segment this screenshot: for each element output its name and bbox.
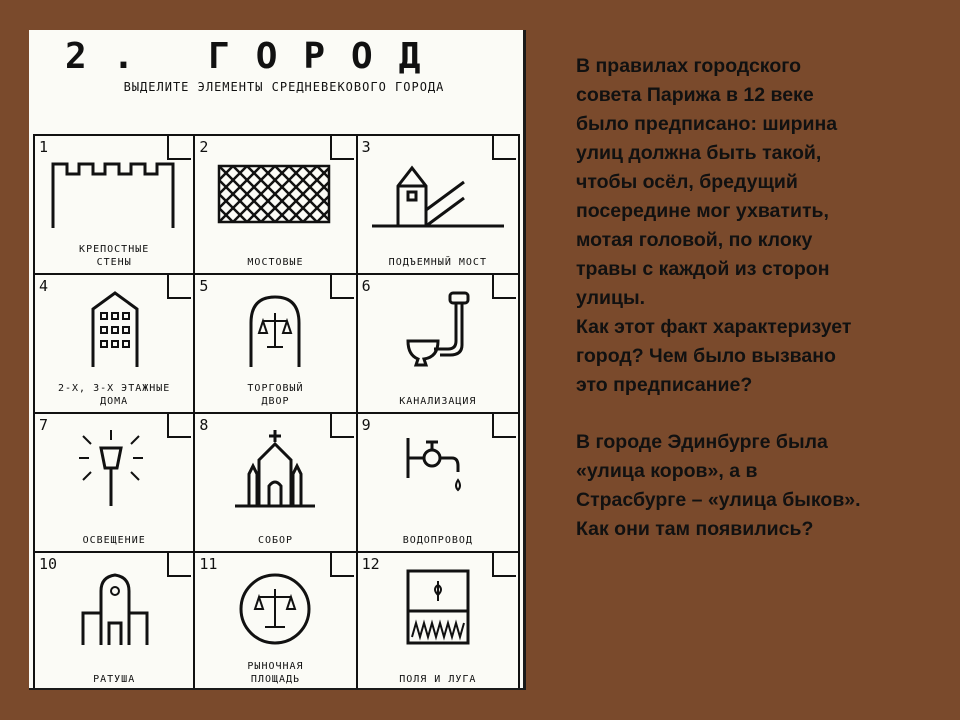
worksheet-subtitle: ВЫДЕЛИТЕ ЭЛЕМЕНТЫ СРЕДНЕВЕКОВОГО ГОРОДА	[123, 80, 445, 94]
cell-number: 12	[361, 555, 380, 573]
cell-number: 8	[199, 416, 209, 434]
cell-number: 11	[199, 555, 218, 573]
lantern-icon	[45, 428, 185, 508]
grid-cell	[195, 553, 357, 690]
paragraph-streets-question: В городе Эдинбурге была «улица коров», а в Страсбурге – «улица быков». Как они там появились?	[576, 431, 861, 540]
cell-label: СОБОР	[257, 535, 294, 546]
cell-number: 5	[199, 277, 209, 295]
cell-number: 4	[39, 277, 49, 295]
cathedral-icon	[205, 428, 345, 508]
town-hall-icon	[45, 567, 185, 647]
grid-cell	[33, 136, 195, 275]
wall-icon	[45, 150, 185, 230]
elements-grid	[33, 134, 520, 690]
cell-label: ВОДОПРОВОД	[402, 535, 473, 546]
grid-cell	[195, 136, 357, 275]
cell-label: ПОДЪЕМНЫЙ МОСТ	[388, 257, 487, 268]
cell-label: 2-Х, 3-Х ЭТАЖНЫЕ ДОМА	[58, 383, 171, 407]
cell-label: РАТУША	[93, 674, 136, 685]
grid-cell	[195, 275, 357, 414]
cell-number: 1	[39, 138, 49, 156]
grid-cell	[358, 136, 520, 275]
text-panel	[576, 52, 936, 544]
cell-number: 2	[199, 138, 209, 156]
pavement-icon	[205, 150, 345, 230]
cell-label: КАНАЛИЗАЦИЯ	[399, 396, 477, 407]
cell-number: 7	[39, 416, 49, 434]
cell-label: ПОЛЯ И ЛУГА	[399, 674, 477, 685]
grid-cell	[358, 553, 520, 690]
drawbridge-icon	[368, 150, 508, 230]
cell-number: 6	[361, 277, 371, 295]
cell-label: РЫНОЧНАЯ ПЛОЩАДЬ	[247, 661, 304, 685]
grid-cell	[358, 414, 520, 553]
worksheet-title: 2. ГОРОД	[65, 36, 447, 77]
cell-number: 10	[39, 555, 58, 573]
worksheet-image	[29, 30, 526, 690]
grid-cell	[33, 275, 195, 414]
fields-icon	[368, 567, 508, 647]
faucet-icon	[368, 428, 508, 508]
grid-cell	[33, 414, 195, 553]
cell-number: 9	[361, 416, 371, 434]
grid-cell	[195, 414, 357, 553]
cell-label: ОСВЕЩЕНИЕ	[82, 535, 146, 546]
cell-label: КРЕПОСТНЫЕ СТЕНЫ	[79, 244, 150, 268]
paragraph-paris-rule: В правилах городского совета Парижа в 12 веке было предписано: ширина улиц должна быть такой, чтобы осёл, бредущий посередине мог ухватить, мотая головой, по клоку травы с каждой из сторон улицы. Как этот факт характеризует город? Чем было вызвано это предписание?	[576, 55, 852, 396]
grid-cell	[33, 553, 195, 690]
cell-number: 3	[361, 138, 371, 156]
house-icon	[45, 289, 185, 369]
sewer-icon	[368, 289, 508, 369]
cell-label: МОСТОВЫЕ	[247, 257, 304, 268]
market-square-icon	[205, 567, 345, 647]
trade-yard-icon	[205, 289, 345, 369]
grid-cell	[358, 275, 520, 414]
cell-label: ТОРГОВЫЙ ДВОР	[247, 383, 304, 407]
